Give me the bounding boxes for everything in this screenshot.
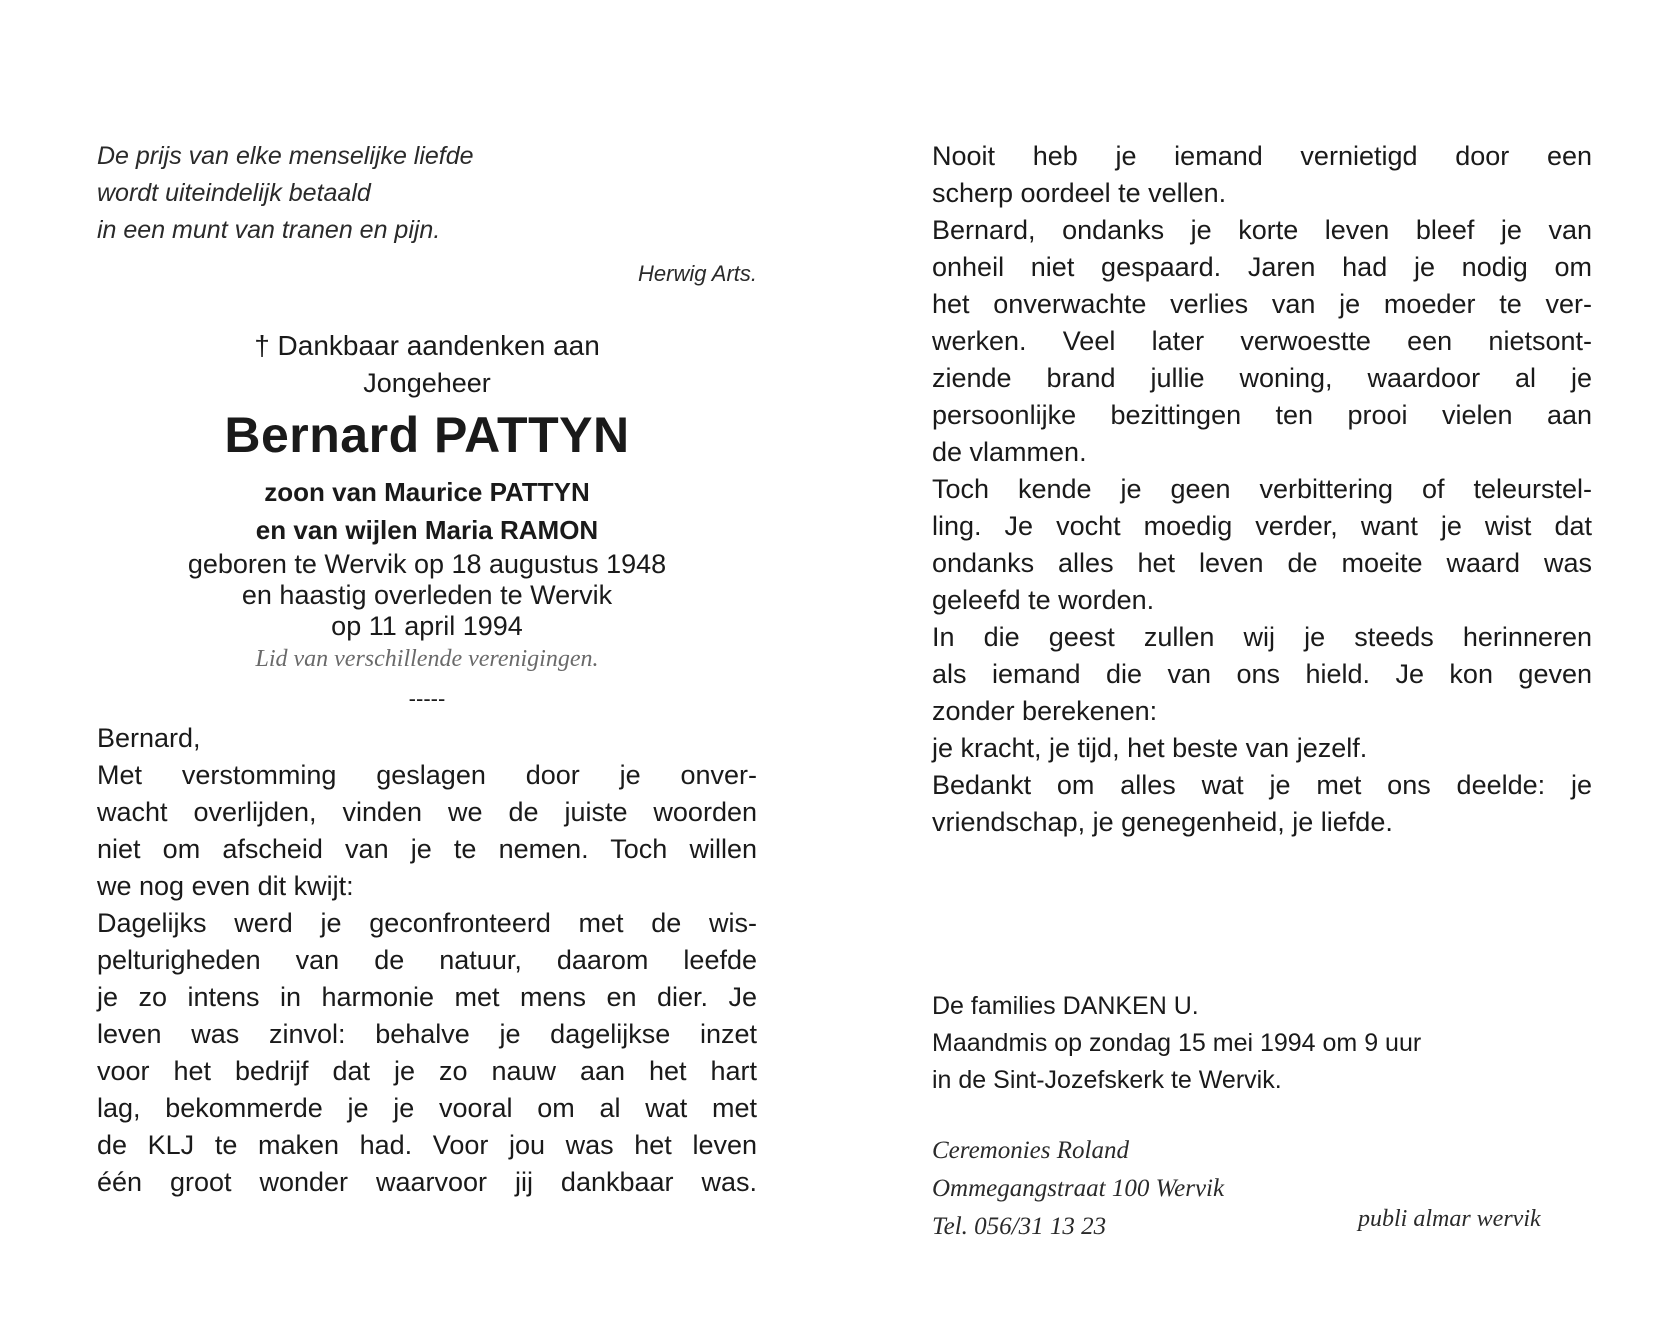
body-line: Toch kende je geen verbittering of teleurstel-	[932, 474, 1592, 504]
body-line: vriendschap, je genegenheid, je liefde.	[932, 807, 1393, 837]
death-date: op 11 april 1994	[331, 611, 523, 641]
body-line: pelturigheden van de natuur, daarom leefde	[97, 945, 757, 975]
closing-line: in de Sint-Jozefskerk te Wervik.	[932, 1066, 1282, 1094]
right-column	[932, 138, 1592, 841]
right-body-text	[932, 138, 1592, 841]
body-line: Bedankt om alles wat je met ons deelde: je	[932, 770, 1592, 800]
body-line: ziende brand jullie woning, waardoor al je	[932, 363, 1592, 393]
body-line: onheil niet gespaard. Jaren had je nodig om	[932, 252, 1592, 282]
death-line: en haastig overleden te Wervik	[241, 580, 613, 610]
body-line: we nog even dit kwijt:	[97, 871, 354, 901]
body-line: Nooit heb je iemand vernietigd door een	[932, 141, 1592, 171]
deceased-name: Bernard PATTYN	[224, 407, 630, 463]
birth-line: geboren te Wervik op 18 augustus 1948	[187, 549, 667, 579]
body-line: geleefd te worden.	[932, 585, 1155, 615]
separator: -----	[408, 686, 446, 711]
membership-line: Lid van verschillende verenigingen.	[255, 646, 599, 672]
body-line: je zo intens in harmonie met mens en dier. Je	[97, 982, 757, 1012]
body-line: persoonlijke bezittingen ten prooi vielen aan	[932, 400, 1592, 430]
body-line: Met verstomming geslagen door je onver-	[97, 760, 757, 790]
memorial-header	[97, 327, 757, 714]
parents-line: en van wijlen Maria RAMON	[255, 515, 599, 545]
body-line: Dagelijks werd je geconfronteerd met de wis-	[97, 908, 757, 938]
body-line: scherp oordeel te vellen.	[932, 178, 1227, 208]
poem-author: Herwig Arts.	[638, 261, 757, 286]
body-line: de vlammen.	[932, 437, 1087, 467]
poem-line: wordt uiteindelijk betaald	[97, 179, 371, 207]
honorific: Jongeheer	[363, 368, 491, 398]
parents-line: zoon van Maurice PATTYN	[264, 477, 590, 507]
body-line: voor het bedrijf dat je zo nauw aan het hart	[97, 1056, 757, 1086]
body-line: één groot wonder waarvoor jij dankbaar was.	[97, 1167, 757, 1197]
printer-credit: publi almar wervik	[1358, 1206, 1541, 1232]
left-column	[97, 138, 757, 1201]
body-line: als iemand die van ons hield. Je kon geven	[932, 659, 1592, 689]
undertaker-line: Ommegangstraat 100 Wervik	[932, 1175, 1225, 1202]
remembrance-line: † Dankbaar aandenken aan	[254, 330, 600, 361]
poem	[97, 138, 757, 249]
poem-line: De prijs van elke menselijke liefde	[97, 142, 474, 170]
body-line: het onverwachte verlies van je moeder te ver-	[932, 289, 1592, 319]
left-body-text	[97, 720, 757, 1201]
body-line: werken. Veel later verwoestte een nietsont-	[932, 326, 1592, 356]
body-line: In die geest zullen wij je steeds herinneren	[932, 622, 1592, 652]
body-line: Bernard, ondanks je korte leven bleef je van	[932, 215, 1592, 245]
poem-line: in een munt van tranen en pijn.	[97, 216, 441, 244]
body-line: je kracht, je tijd, het beste van jezelf.	[932, 733, 1368, 763]
closing-notice	[932, 988, 1421, 1099]
body-line: leven was zinvol: behalve je dagelijkse inzet	[97, 1019, 757, 1049]
body-line: ling. Je vocht moedig verder, want je wist dat	[932, 511, 1592, 541]
body-line: wacht overlijden, vinden we de juiste woorden	[97, 797, 757, 827]
closing-line: Maandmis op zondag 15 mei 1994 om 9 uur	[932, 1029, 1422, 1057]
body-line: zonder berekenen:	[932, 696, 1158, 726]
body-line: niet om afscheid van je te nemen. Toch willen	[97, 834, 757, 864]
undertaker-line: Tel. 056/31 13 23	[932, 1213, 1107, 1240]
body-line: Bernard,	[97, 723, 201, 753]
undertaker-info	[932, 1132, 1224, 1246]
body-line: de KLJ te maken had. Voor jou was het leven	[97, 1130, 757, 1160]
body-line: ondanks alles het leven de moeite waard was	[932, 548, 1592, 578]
closing-line: De families DANKEN U.	[932, 992, 1199, 1020]
undertaker-line: Ceremonies Roland	[932, 1137, 1129, 1164]
body-line: lag, bekommerde je je vooral om al wat met	[97, 1093, 757, 1123]
